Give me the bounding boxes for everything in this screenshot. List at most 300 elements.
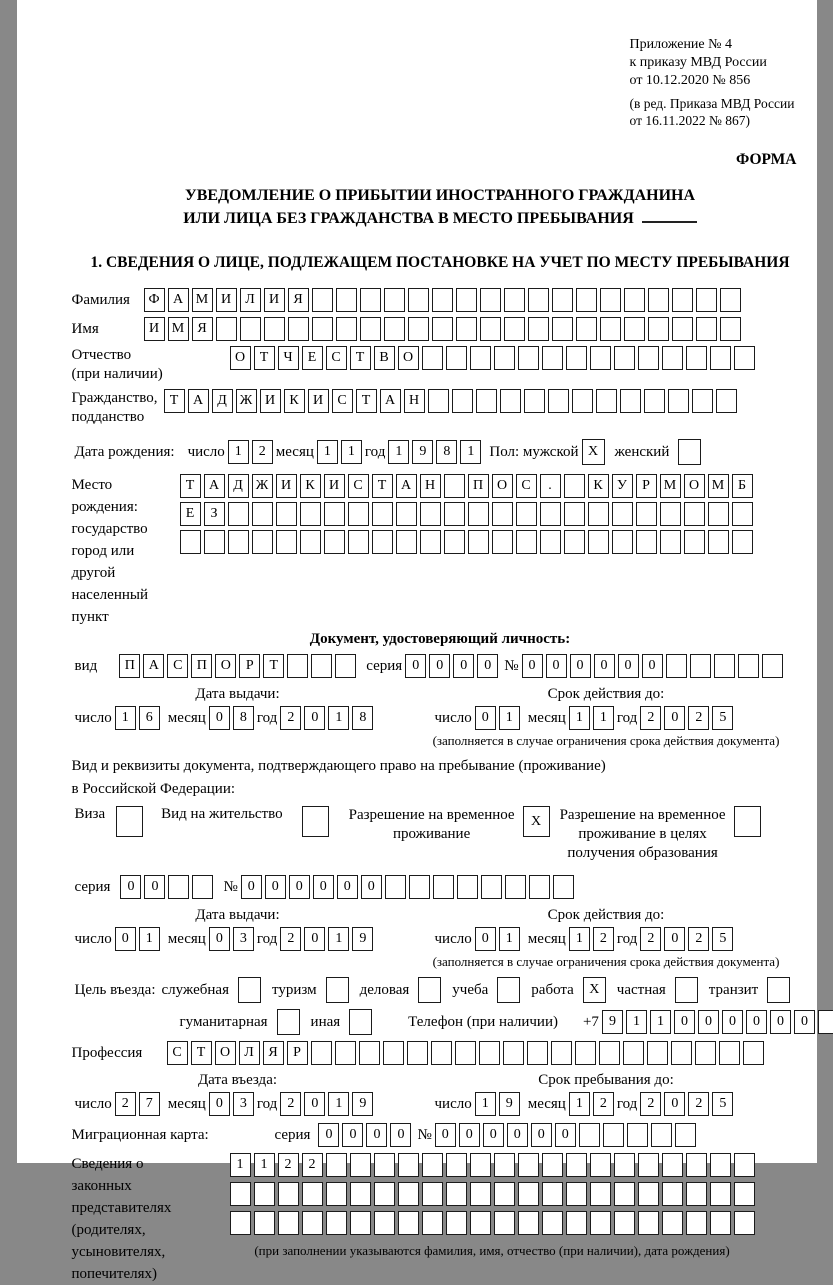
char-box[interactable]: 0 (366, 1123, 387, 1147)
char-box[interactable]: С (167, 654, 188, 678)
char-box[interactable] (588, 530, 609, 554)
char-box[interactable]: И (144, 317, 165, 341)
char-box[interactable]: 1 (499, 927, 520, 951)
char-box[interactable] (168, 875, 189, 899)
purpose-tourism-checkbox[interactable] (326, 977, 349, 1003)
char-box[interactable] (710, 1153, 731, 1177)
char-box[interactable] (590, 346, 611, 370)
char-box[interactable] (324, 530, 345, 554)
char-box[interactable] (566, 1211, 587, 1235)
char-box[interactable]: 0 (594, 654, 615, 678)
char-box[interactable] (326, 1153, 347, 1177)
char-box[interactable] (516, 502, 537, 526)
char-box[interactable]: Д (212, 389, 233, 413)
char-box[interactable] (542, 1153, 563, 1177)
char-box[interactable] (457, 875, 478, 899)
char-box[interactable]: 0 (209, 706, 230, 730)
char-box[interactable] (492, 530, 513, 554)
char-box[interactable]: 0 (304, 927, 325, 951)
char-box[interactable] (432, 288, 453, 312)
char-box[interactable] (660, 530, 681, 554)
char-box[interactable] (494, 1211, 515, 1235)
purpose-transit-checkbox[interactable] (767, 977, 790, 1003)
char-box[interactable] (576, 317, 597, 341)
char-box[interactable] (708, 530, 729, 554)
char-box[interactable]: О (215, 654, 236, 678)
char-box[interactable]: 0 (794, 1010, 815, 1034)
char-box[interactable]: Ф (144, 288, 165, 312)
char-box[interactable]: Л (239, 1041, 260, 1065)
char-box[interactable]: 2 (640, 927, 661, 951)
char-box[interactable] (494, 1182, 515, 1206)
char-box[interactable] (675, 1123, 696, 1147)
char-box[interactable] (479, 1041, 500, 1065)
char-box[interactable] (432, 317, 453, 341)
char-box[interactable]: 1 (475, 1092, 496, 1116)
char-box[interactable] (542, 346, 563, 370)
char-box[interactable] (518, 1182, 539, 1206)
char-box[interactable] (692, 389, 713, 413)
char-box[interactable]: Т (263, 654, 284, 678)
char-box[interactable]: А (380, 389, 401, 413)
char-box[interactable]: 0 (531, 1123, 552, 1147)
char-box[interactable] (684, 530, 705, 554)
char-box[interactable] (428, 389, 449, 413)
char-box[interactable] (638, 346, 659, 370)
char-box[interactable]: 0 (435, 1123, 456, 1147)
char-box[interactable]: 1 (569, 927, 590, 951)
char-box[interactable]: 2 (252, 440, 273, 464)
edu-permit-checkbox[interactable] (734, 806, 761, 837)
char-box[interactable]: К (588, 474, 609, 498)
char-box[interactable]: С (326, 346, 347, 370)
char-box[interactable] (590, 1153, 611, 1177)
char-box[interactable]: 1 (230, 1153, 251, 1177)
char-box[interactable] (311, 1041, 332, 1065)
char-box[interactable] (396, 530, 417, 554)
char-box[interactable] (743, 1041, 764, 1065)
char-box[interactable] (638, 1182, 659, 1206)
char-box[interactable] (714, 654, 735, 678)
char-box[interactable] (620, 389, 641, 413)
char-box[interactable] (627, 1123, 648, 1147)
char-box[interactable] (684, 502, 705, 526)
char-box[interactable] (312, 317, 333, 341)
char-box[interactable] (278, 1211, 299, 1235)
char-box[interactable]: А (168, 288, 189, 312)
char-box[interactable] (662, 346, 683, 370)
char-box[interactable] (542, 1182, 563, 1206)
char-box[interactable] (638, 1211, 659, 1235)
char-box[interactable] (384, 317, 405, 341)
char-box[interactable]: И (308, 389, 329, 413)
char-box[interactable]: Р (636, 474, 657, 498)
char-box[interactable]: 2 (302, 1153, 323, 1177)
char-box[interactable] (553, 875, 574, 899)
char-box[interactable] (551, 1041, 572, 1065)
char-box[interactable]: М (192, 288, 213, 312)
char-box[interactable] (470, 1182, 491, 1206)
char-box[interactable] (470, 346, 491, 370)
char-box[interactable]: 0 (405, 654, 426, 678)
char-box[interactable] (734, 1153, 755, 1177)
char-box[interactable] (324, 502, 345, 526)
char-box[interactable]: Я (288, 288, 309, 312)
char-box[interactable]: К (300, 474, 321, 498)
char-box[interactable]: 1 (139, 927, 160, 951)
char-box[interactable]: 1 (626, 1010, 647, 1034)
char-box[interactable] (276, 502, 297, 526)
char-box[interactable] (716, 389, 737, 413)
char-box[interactable]: . (540, 474, 561, 498)
purpose-private-checkbox[interactable] (675, 977, 698, 1003)
char-box[interactable] (312, 288, 333, 312)
char-box[interactable]: У (612, 474, 633, 498)
char-box[interactable] (720, 317, 741, 341)
char-box[interactable]: 1 (388, 440, 409, 464)
char-box[interactable] (374, 1153, 395, 1177)
sex-male-checkbox[interactable]: X (582, 439, 605, 465)
char-box[interactable] (695, 1041, 716, 1065)
char-box[interactable] (480, 317, 501, 341)
char-box[interactable]: Я (263, 1041, 284, 1065)
char-box[interactable]: Б (732, 474, 753, 498)
char-box[interactable]: З (204, 502, 225, 526)
char-box[interactable] (590, 1211, 611, 1235)
char-box[interactable] (600, 288, 621, 312)
char-box[interactable] (385, 875, 406, 899)
char-box[interactable] (564, 530, 585, 554)
char-box[interactable] (648, 317, 669, 341)
char-box[interactable] (651, 1123, 672, 1147)
char-box[interactable] (350, 1211, 371, 1235)
char-box[interactable] (398, 1153, 419, 1177)
char-box[interactable]: 0 (459, 1123, 480, 1147)
char-box[interactable]: 0 (746, 1010, 767, 1034)
char-box[interactable]: Т (372, 474, 393, 498)
char-box[interactable] (278, 1182, 299, 1206)
char-box[interactable]: Т (254, 346, 275, 370)
char-box[interactable] (456, 317, 477, 341)
char-box[interactable] (572, 389, 593, 413)
char-box[interactable] (252, 530, 273, 554)
char-box[interactable]: 0 (770, 1010, 791, 1034)
char-box[interactable]: 0 (120, 875, 141, 899)
char-box[interactable]: А (396, 474, 417, 498)
char-box[interactable] (420, 502, 441, 526)
char-box[interactable] (180, 530, 201, 554)
char-box[interactable] (734, 346, 755, 370)
char-box[interactable]: О (492, 474, 513, 498)
char-box[interactable] (671, 1041, 692, 1065)
char-box[interactable]: 0 (318, 1123, 339, 1147)
char-box[interactable] (518, 346, 539, 370)
char-box[interactable] (216, 317, 237, 341)
char-box[interactable]: 2 (593, 927, 614, 951)
char-box[interactable]: 9 (499, 1092, 520, 1116)
char-box[interactable]: 0 (342, 1123, 363, 1147)
char-box[interactable] (516, 530, 537, 554)
char-box[interactable] (738, 654, 759, 678)
char-box[interactable]: Д (228, 474, 249, 498)
char-box[interactable] (230, 1182, 251, 1206)
char-box[interactable]: 2 (640, 706, 661, 730)
char-box[interactable]: 0 (453, 654, 474, 678)
char-box[interactable]: 0 (642, 654, 663, 678)
char-box[interactable] (372, 502, 393, 526)
char-box[interactable] (518, 1211, 539, 1235)
char-box[interactable] (540, 530, 561, 554)
char-box[interactable]: М (168, 317, 189, 341)
char-box[interactable]: 0 (698, 1010, 719, 1034)
char-box[interactable] (552, 317, 573, 341)
char-box[interactable] (350, 1182, 371, 1206)
char-box[interactable] (326, 1211, 347, 1235)
char-box[interactable]: А (204, 474, 225, 498)
char-box[interactable]: 9 (352, 1092, 373, 1116)
char-box[interactable] (566, 1182, 587, 1206)
char-box[interactable] (614, 1182, 635, 1206)
char-box[interactable]: 0 (477, 654, 498, 678)
char-box[interactable] (518, 1153, 539, 1177)
char-box[interactable]: К (284, 389, 305, 413)
char-box[interactable] (336, 288, 357, 312)
char-box[interactable] (492, 502, 513, 526)
char-box[interactable] (360, 288, 381, 312)
char-box[interactable] (576, 288, 597, 312)
char-box[interactable] (396, 502, 417, 526)
char-box[interactable] (732, 530, 753, 554)
char-box[interactable] (542, 1211, 563, 1235)
char-box[interactable] (710, 1182, 731, 1206)
char-box[interactable]: 0 (304, 1092, 325, 1116)
char-box[interactable]: Е (302, 346, 323, 370)
char-box[interactable]: 0 (483, 1123, 504, 1147)
char-box[interactable] (603, 1123, 624, 1147)
char-box[interactable] (624, 317, 645, 341)
char-box[interactable] (240, 317, 261, 341)
char-box[interactable] (762, 654, 783, 678)
char-box[interactable] (288, 317, 309, 341)
char-box[interactable] (302, 1182, 323, 1206)
char-box[interactable] (470, 1153, 491, 1177)
char-box[interactable] (444, 474, 465, 498)
char-box[interactable]: 1 (328, 927, 349, 951)
char-box[interactable]: 2 (688, 1092, 709, 1116)
char-box[interactable]: 2 (640, 1092, 661, 1116)
char-box[interactable]: И (260, 389, 281, 413)
char-box[interactable] (431, 1041, 452, 1065)
char-box[interactable] (468, 530, 489, 554)
char-box[interactable] (422, 1182, 443, 1206)
char-box[interactable] (720, 288, 741, 312)
char-box[interactable] (552, 288, 573, 312)
char-box[interactable]: 0 (390, 1123, 411, 1147)
char-box[interactable]: 0 (265, 875, 286, 899)
char-box[interactable]: 0 (546, 654, 567, 678)
char-box[interactable]: 0 (115, 927, 136, 951)
char-box[interactable] (407, 1041, 428, 1065)
char-box[interactable] (579, 1123, 600, 1147)
char-box[interactable]: 1 (328, 1092, 349, 1116)
char-box[interactable] (422, 346, 443, 370)
char-box[interactable]: 1 (328, 706, 349, 730)
char-box[interactable] (456, 288, 477, 312)
char-box[interactable]: А (143, 654, 164, 678)
char-box[interactable]: С (348, 474, 369, 498)
char-box[interactable]: 5 (712, 927, 733, 951)
char-box[interactable] (446, 1153, 467, 1177)
char-box[interactable] (540, 502, 561, 526)
char-box[interactable] (660, 502, 681, 526)
char-box[interactable] (612, 502, 633, 526)
char-box[interactable] (686, 1182, 707, 1206)
char-box[interactable] (564, 474, 585, 498)
char-box[interactable]: 0 (209, 1092, 230, 1116)
char-box[interactable]: 2 (278, 1153, 299, 1177)
char-box[interactable] (302, 1211, 323, 1235)
char-box[interactable] (566, 1153, 587, 1177)
char-box[interactable] (719, 1041, 740, 1065)
char-box[interactable] (398, 1182, 419, 1206)
char-box[interactable] (647, 1041, 668, 1065)
char-box[interactable] (672, 317, 693, 341)
char-box[interactable] (504, 288, 525, 312)
char-box[interactable] (350, 1153, 371, 1177)
char-box[interactable]: М (708, 474, 729, 498)
char-box[interactable] (422, 1211, 443, 1235)
char-box[interactable]: 0 (209, 927, 230, 951)
char-box[interactable] (710, 1211, 731, 1235)
char-box[interactable]: 1 (115, 706, 136, 730)
char-box[interactable] (548, 389, 569, 413)
char-box[interactable]: Т (164, 389, 185, 413)
char-box[interactable] (408, 288, 429, 312)
char-box[interactable]: С (167, 1041, 188, 1065)
char-box[interactable] (696, 288, 717, 312)
char-box[interactable] (300, 502, 321, 526)
char-box[interactable] (452, 389, 473, 413)
char-box[interactable] (600, 317, 621, 341)
char-box[interactable] (408, 317, 429, 341)
char-box[interactable] (422, 1153, 443, 1177)
char-box[interactable] (644, 389, 665, 413)
char-box[interactable] (470, 1211, 491, 1235)
char-box[interactable]: 0 (429, 654, 450, 678)
char-box[interactable]: 0 (522, 654, 543, 678)
char-box[interactable] (524, 389, 545, 413)
char-box[interactable] (420, 530, 441, 554)
char-box[interactable] (374, 1211, 395, 1235)
char-box[interactable] (446, 1211, 467, 1235)
char-box[interactable] (668, 389, 689, 413)
char-box[interactable]: П (468, 474, 489, 498)
char-box[interactable]: 1 (317, 440, 338, 464)
char-box[interactable]: 7 (139, 1092, 160, 1116)
char-box[interactable]: 0 (475, 927, 496, 951)
char-box[interactable] (383, 1041, 404, 1065)
char-box[interactable]: 3 (233, 1092, 254, 1116)
char-box[interactable]: 1 (569, 706, 590, 730)
char-box[interactable]: Т (350, 346, 371, 370)
char-box[interactable]: 2 (593, 1092, 614, 1116)
char-box[interactable] (481, 875, 502, 899)
char-box[interactable]: 1 (569, 1092, 590, 1116)
char-box[interactable] (468, 502, 489, 526)
char-box[interactable] (575, 1041, 596, 1065)
char-box[interactable]: И (264, 288, 285, 312)
char-box[interactable] (374, 1182, 395, 1206)
char-box[interactable] (529, 875, 550, 899)
char-box[interactable] (409, 875, 430, 899)
char-box[interactable] (588, 502, 609, 526)
char-box[interactable]: В (374, 346, 395, 370)
char-box[interactable] (335, 654, 356, 678)
char-box[interactable]: 1 (593, 706, 614, 730)
char-box[interactable] (528, 317, 549, 341)
char-box[interactable] (228, 530, 249, 554)
char-box[interactable] (612, 530, 633, 554)
char-box[interactable]: 0 (664, 1092, 685, 1116)
char-box[interactable]: 0 (507, 1123, 528, 1147)
char-box[interactable] (336, 317, 357, 341)
char-box[interactable] (818, 1010, 833, 1034)
char-box[interactable] (311, 654, 332, 678)
char-box[interactable]: Р (287, 1041, 308, 1065)
char-box[interactable]: 0 (304, 706, 325, 730)
char-box[interactable] (686, 346, 707, 370)
char-box[interactable] (455, 1041, 476, 1065)
char-box[interactable] (494, 346, 515, 370)
char-box[interactable]: И (276, 474, 297, 498)
char-box[interactable]: 8 (436, 440, 457, 464)
char-box[interactable] (264, 317, 285, 341)
char-box[interactable] (505, 875, 526, 899)
char-box[interactable] (686, 1211, 707, 1235)
char-box[interactable] (662, 1182, 683, 1206)
char-box[interactable] (527, 1041, 548, 1065)
purpose-study-checkbox[interactable] (497, 977, 520, 1003)
char-box[interactable]: 8 (352, 706, 373, 730)
char-box[interactable] (433, 875, 454, 899)
char-box[interactable]: 1 (460, 440, 481, 464)
purpose-other-checkbox[interactable] (349, 1009, 372, 1035)
purpose-business-checkbox[interactable] (418, 977, 441, 1003)
char-box[interactable]: 0 (570, 654, 591, 678)
char-box[interactable]: П (191, 654, 212, 678)
char-box[interactable] (599, 1041, 620, 1065)
char-box[interactable] (734, 1211, 755, 1235)
temp-permit-checkbox[interactable]: X (523, 806, 550, 837)
char-box[interactable] (228, 502, 249, 526)
char-box[interactable]: 1 (228, 440, 249, 464)
char-box[interactable] (732, 502, 753, 526)
char-box[interactable]: 3 (233, 927, 254, 951)
char-box[interactable] (590, 1182, 611, 1206)
char-box[interactable]: 6 (139, 706, 160, 730)
visa-checkbox[interactable] (116, 806, 143, 837)
char-box[interactable] (359, 1041, 380, 1065)
char-box[interactable] (666, 654, 687, 678)
char-box[interactable] (614, 346, 635, 370)
residence-permit-checkbox[interactable] (302, 806, 329, 837)
char-box[interactable] (662, 1153, 683, 1177)
sex-female-checkbox[interactable] (678, 439, 701, 465)
char-box[interactable] (686, 1153, 707, 1177)
char-box[interactable]: 0 (722, 1010, 743, 1034)
char-box[interactable]: 1 (650, 1010, 671, 1034)
char-box[interactable] (504, 317, 525, 341)
